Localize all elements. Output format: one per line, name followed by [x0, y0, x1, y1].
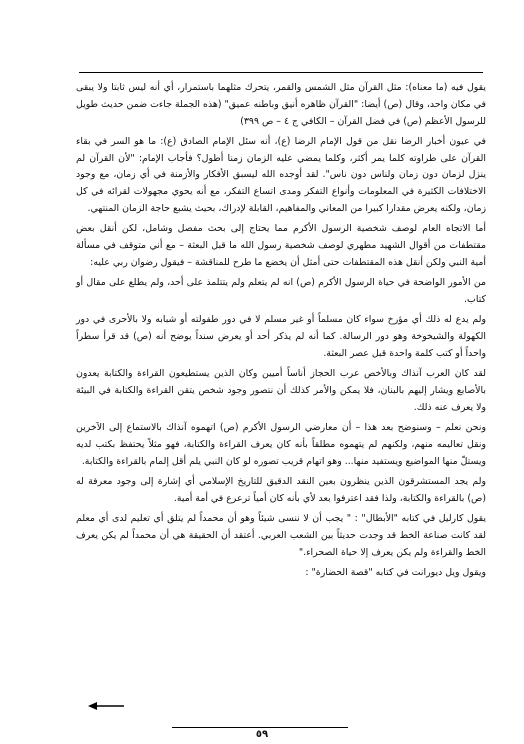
- body-text: [76, 80, 486, 585]
- footer-rule: [172, 727, 348, 728]
- paragraph: لقد كان العرب آنذاك وبالأخص عرب الحجاز أناساً أميين وكان الذين يستطيعون القراءة والكتابة يعدون بالأصابع ويشار إليهم بالبنان، فلا يمكن والأمر كذلك أن نتصور وجود شخص يتقن القراءة والكتابة في البيئة ولا يعرف عنه ذلك.: [76, 368, 486, 413]
- paragraph: في عيون أخبار الرضا نقل من قول الإمام الرضا (ع)، أنه سئل الإمام الصادق (ع): ما هو السر في بقاء القرآن على طراوته كلما يمر أكثر، وكلما يمضي عليه الزمان زمنا أطول؟ فأجاب الإمام: "لأن القرآن لم ينزل لزمان دون زمان ولناس دون ناس". لقد أوجده الله ليسبق الأفكار والأزمنة في أي زمان، مع وجود الاختلافات الكثيرة في المعلومات وأنواع التفكر ومدى اتساع التفكر، مع أنه يحوي مجهولات لقرائه في كل زمان، ولكنه يعرض مقدارا كبيرا من المعاني والمفاهيم، القابلة لإدراك، بحيث يشبع حاجة الزمان المنتهي.: [76, 135, 486, 215]
- paragraph: ولم يجد المستشرقون الذين ينظرون بعين النقد الدقيق للتاريخ الإسلامي أي إشارة إلى وجود معرفة له (ص) بالقراءة والكتابة، ولذا فقد اعترفوا بعد لأي بأنه كان أمياً ترعرع في أمة أمية.: [76, 476, 486, 504]
- continue-arrow-icon: [88, 701, 124, 711]
- paragraph: ويقول ويل ديورانت في كتابه "قصة الحضارة" :: [305, 567, 486, 579]
- page-number: ٥٩: [255, 729, 269, 740]
- paragraph: أما الاتجاه العام لوصف شخصية الرسول الأكرم مما يحتاج إلى بحث مفصل وشامل، لكن أنقل بعض مقتطفات من أقوال الشهيد مطهري لوصف شخصية رسول الله ما قبل البعثة – مع أني متوقف في مسألة أمية النبي ولكن أنقل هذه المقتطفات حتى أمثل أن يخضع ما طرح للمناقشة – فيقول رضوان ربي عليه:: [76, 223, 486, 268]
- paragraph: يقول فيه (ما معناه): مثل القرآن مثل الشمس والقمر، يتحرك مثلهما باستمرار، أي أنه ليس ثابتا ولا يبقى في مكان واحد، وقال (ص) أيضا: "القرآن ظاهره أنيق وباطنه عميق" (هذه الجملة جاءت ضمن حديث طويل للرسول الأعظم (ص) في فضل القرآن – الكافي ج ٤ – ص ٣٩٩): [76, 82, 486, 127]
- top-rule: [79, 72, 483, 73]
- paragraph: يقول كارليل في كتابه "الأبطال" : " يجب أن لا ننسى شيئاً وهو أن محمداً لم يتلق أي تعليم لدى أي معلم لقد كانت صناعة الخط قد وجدت حديثاً بين الشعب العربي. أعتقد أن الحقيقة هي أن محمداً لم يكن يعرف الخط والقراءة ولم يكن يعرف إلا حياة الصحراء.": [76, 513, 486, 558]
- paragraph: ولم يدع له ذلك أي مؤرخ سواء كان مسلماً أو غير مسلم لا في دور طفولته أو شبابه ولا بالأحرى في دور الكهولة والشيخوخة وهو دور الرسالة. كما أنه لم يذكر أحد أو يعرض سنداً يوضح أنه (ص) قد قرأ سطراً واحداً أو كتب كلمة واحدة قبل عصر البعثة.: [76, 314, 486, 359]
- paragraph: ونحن نعلم – وسنوضح بعد هذا – أن معارضي الرسول الأكرم (ص) اتهموه آنذاك بالاستماع إلى الآخرين ونقل تعاليمه منهم، ولكنهم لم يتهموه مطلقاً بأنه كان يعرف القراءة والكتابة، فهو مثلاً يحتفظ بكتب لديه ويستلّ منها المواضيع ويستفيد منها... وهو اتهام قريب تصوره لو كان النبي يلم أقل إلمام بالقراءة والكتابة.: [76, 422, 486, 467]
- paragraph: من الأمور الواضحة في حياة الرسول الأكرم (ص) انه لم يتعلم ولم يتتلمذ على أحد، ولم يطلع على مقال أو كتاب.: [76, 277, 486, 306]
